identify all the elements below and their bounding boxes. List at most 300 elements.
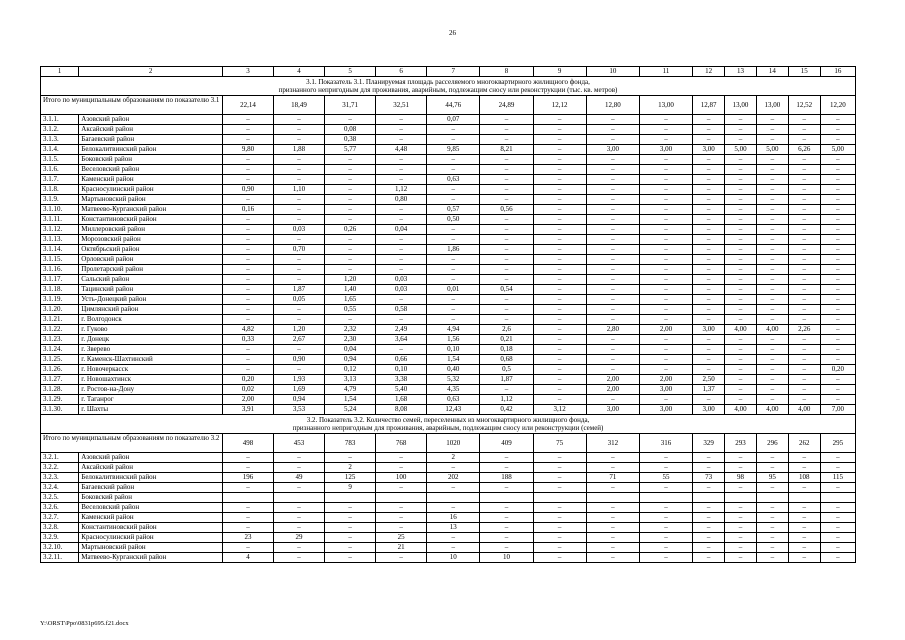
row-value: – <box>756 115 788 125</box>
row-value: – <box>756 195 788 205</box>
section-title-row <box>41 415 856 434</box>
row-value <box>639 493 692 503</box>
row-value: – <box>756 265 788 275</box>
row-value: – <box>427 195 480 205</box>
row-value: – <box>820 513 855 523</box>
row-value: – <box>756 185 788 195</box>
row-value: – <box>376 245 427 255</box>
row-value: – <box>222 195 273 205</box>
row-value: 8,21 <box>480 145 533 155</box>
row-value <box>273 493 324 503</box>
row-value: – <box>756 235 788 245</box>
row-value: 0,21 <box>480 335 533 345</box>
row-value: – <box>533 295 586 305</box>
row-value: – <box>820 483 855 493</box>
row-value: – <box>788 483 820 493</box>
section-title-line: признанного непригодным для проживания, аварийным, подлежащим сносу или реконструкции (тыс. кв. метров) <box>278 86 618 95</box>
row-value <box>820 493 855 503</box>
row-value: – <box>639 225 692 235</box>
column-number: 15 <box>788 67 820 77</box>
row-value: – <box>480 125 533 135</box>
row-value: 3,00 <box>693 145 725 155</box>
row-value: – <box>273 165 324 175</box>
total-value: 296 <box>756 434 788 453</box>
row-value: – <box>725 365 757 375</box>
row-value: – <box>586 235 639 245</box>
row-value: 2,26 <box>788 325 820 335</box>
row-value: 3,00 <box>639 145 692 155</box>
total-value: 22,14 <box>222 96 273 115</box>
row-value: – <box>725 395 757 405</box>
row-value: – <box>788 155 820 165</box>
row-value: – <box>788 345 820 355</box>
row-value: – <box>480 155 533 165</box>
row-value: – <box>725 245 757 255</box>
row-value: – <box>480 135 533 145</box>
row-value: – <box>533 395 586 405</box>
row-value: – <box>639 395 692 405</box>
row-code: 3.1.30. <box>41 405 79 415</box>
row-value: – <box>222 125 273 135</box>
row-value: 3,53 <box>273 405 324 415</box>
row-value: – <box>788 355 820 365</box>
row-value: – <box>533 375 586 385</box>
row-value: – <box>756 255 788 265</box>
row-value: – <box>693 453 725 463</box>
row-name: Пролетарский район <box>79 265 223 275</box>
row-value: – <box>639 235 692 245</box>
row-name: Боковский район <box>79 155 223 165</box>
row-value: – <box>725 205 757 215</box>
row-value: – <box>376 483 427 493</box>
row-value: – <box>480 543 533 553</box>
row-value: – <box>222 225 273 235</box>
row-value: – <box>222 305 273 315</box>
total-label: Итого по муниципальным образованиям по показателю 3.2 <box>41 434 223 453</box>
row-value: – <box>325 543 376 553</box>
row-name: Миллеровский район <box>79 225 223 235</box>
row-value: – <box>376 235 427 245</box>
row-value: – <box>756 463 788 473</box>
total-value: 32,51 <box>376 96 427 115</box>
row-value: 0,42 <box>480 405 533 415</box>
row-value: – <box>639 165 692 175</box>
row-code: 3.1.13. <box>41 235 79 245</box>
row-value: – <box>756 225 788 235</box>
row-value: 0,16 <box>222 205 273 215</box>
row-value: 7,00 <box>820 405 855 415</box>
row-code: 3.1.20. <box>41 305 79 315</box>
row-value: – <box>820 165 855 175</box>
row-value: – <box>427 185 480 195</box>
row-value: – <box>639 215 692 225</box>
row-value: – <box>376 553 427 563</box>
row-value: – <box>273 125 324 135</box>
table-row <box>41 473 856 483</box>
row-value: 2,49 <box>376 325 427 335</box>
row-value: – <box>756 275 788 285</box>
table-body <box>41 67 856 563</box>
row-value: – <box>788 135 820 145</box>
row-value: 2,00 <box>586 385 639 395</box>
row-value: – <box>273 345 324 355</box>
row-value: 2,00 <box>639 325 692 335</box>
row-name: Мартыновский район <box>79 195 223 205</box>
row-value: – <box>639 543 692 553</box>
row-code: 3.2.9. <box>41 533 79 543</box>
row-value: – <box>725 255 757 265</box>
row-name: Константиновский район <box>79 523 223 533</box>
row-code: 3.2.7. <box>41 513 79 523</box>
row-value: – <box>480 305 533 315</box>
row-code: 3.1.23. <box>41 335 79 345</box>
row-value: 5,77 <box>325 145 376 155</box>
row-value: – <box>376 125 427 135</box>
row-value: – <box>639 453 692 463</box>
row-value: – <box>725 175 757 185</box>
row-value: 0,40 <box>427 365 480 375</box>
table-row <box>41 225 856 235</box>
row-value: – <box>820 215 855 225</box>
row-value: – <box>325 315 376 325</box>
row-value: – <box>820 395 855 405</box>
row-value: – <box>693 543 725 553</box>
column-number: 3 <box>222 67 273 77</box>
row-name: Боковский район <box>79 493 223 503</box>
row-value: 3,00 <box>586 405 639 415</box>
total-value: 262 <box>788 434 820 453</box>
row-code: 3.2.8. <box>41 523 79 533</box>
row-value: – <box>725 295 757 305</box>
row-value: – <box>725 265 757 275</box>
row-value: – <box>427 265 480 275</box>
row-value: – <box>639 285 692 295</box>
row-value: – <box>788 275 820 285</box>
row-name: г. Донецк <box>79 335 223 345</box>
row-value: – <box>586 533 639 543</box>
row-value: – <box>325 553 376 563</box>
row-value: 3,13 <box>325 375 376 385</box>
row-value: 10 <box>480 553 533 563</box>
row-value: – <box>693 185 725 195</box>
total-value: 329 <box>693 434 725 453</box>
row-code: 3.1.19. <box>41 295 79 305</box>
row-value <box>533 493 586 503</box>
row-value: – <box>725 553 757 563</box>
row-name: г. Зверево <box>79 345 223 355</box>
row-value: – <box>693 155 725 165</box>
table-row <box>41 493 856 503</box>
table-row <box>41 245 856 255</box>
total-value: 1020 <box>427 434 480 453</box>
row-code: 3.1.17. <box>41 275 79 285</box>
row-value: – <box>820 135 855 145</box>
row-value: 0,10 <box>427 345 480 355</box>
row-value <box>427 493 480 503</box>
row-value: – <box>586 225 639 235</box>
row-code: 3.1.25. <box>41 355 79 365</box>
row-value: – <box>325 175 376 185</box>
table-row <box>41 195 856 205</box>
row-value: – <box>756 395 788 405</box>
row-code: 3.1.14. <box>41 245 79 255</box>
row-value: 95 <box>756 473 788 483</box>
row-value: – <box>273 175 324 185</box>
table-row <box>41 155 856 165</box>
row-value: – <box>533 553 586 563</box>
row-value: – <box>273 315 324 325</box>
column-number: 10 <box>586 67 639 77</box>
row-value: – <box>427 543 480 553</box>
row-value: – <box>756 543 788 553</box>
row-value: – <box>788 513 820 523</box>
row-value: – <box>639 463 692 473</box>
row-value: 9,85 <box>427 145 480 155</box>
row-value: 0,58 <box>376 305 427 315</box>
row-value: – <box>820 325 855 335</box>
row-value: – <box>820 125 855 135</box>
row-value: – <box>693 265 725 275</box>
row-value: – <box>756 385 788 395</box>
row-value: – <box>756 135 788 145</box>
row-value: – <box>533 155 586 165</box>
row-value: – <box>533 463 586 473</box>
row-value: – <box>788 305 820 315</box>
column-number: 11 <box>639 67 692 77</box>
row-value: 0,05 <box>273 295 324 305</box>
table-row <box>41 355 856 365</box>
row-value: – <box>788 315 820 325</box>
row-value: – <box>820 195 855 205</box>
row-value: – <box>222 135 273 145</box>
row-value: – <box>725 503 757 513</box>
row-code: 3.2.6. <box>41 503 79 513</box>
row-value: 16 <box>427 513 480 523</box>
row-value: – <box>427 503 480 513</box>
row-value: – <box>325 255 376 265</box>
row-value: – <box>480 453 533 463</box>
row-value: 13 <box>427 523 480 533</box>
row-value: – <box>586 315 639 325</box>
row-value: – <box>788 533 820 543</box>
row-value: – <box>480 245 533 255</box>
row-value: 1,12 <box>376 185 427 195</box>
row-value: – <box>820 275 855 285</box>
row-value: – <box>725 463 757 473</box>
row-value: – <box>533 315 586 325</box>
row-value: 98 <box>725 473 757 483</box>
row-value: 2,6 <box>480 325 533 335</box>
row-value: 0,56 <box>480 205 533 215</box>
row-value: – <box>533 175 586 185</box>
section-title-row <box>41 77 856 96</box>
row-value: 1,88 <box>273 145 324 155</box>
row-name: Усть-Донецкий район <box>79 295 223 305</box>
row-value: – <box>533 543 586 553</box>
row-value: 0,02 <box>222 385 273 395</box>
row-name: г. Каменск-Шахтинский <box>79 355 223 365</box>
row-value: – <box>639 265 692 275</box>
row-value: – <box>376 265 427 275</box>
row-name: Багаевский район <box>79 483 223 493</box>
row-value: – <box>533 235 586 245</box>
row-value: – <box>586 543 639 553</box>
column-number: 12 <box>693 67 725 77</box>
row-value: 1,12 <box>480 395 533 405</box>
total-row <box>41 434 856 453</box>
row-value: – <box>756 175 788 185</box>
row-value: 0,50 <box>427 215 480 225</box>
column-number: 1 <box>41 67 79 77</box>
row-value: 0,10 <box>376 365 427 375</box>
row-value: 0,01 <box>427 285 480 295</box>
row-value: 5,00 <box>725 145 757 155</box>
table-row <box>41 185 856 195</box>
row-value: – <box>586 335 639 345</box>
row-value: 5,24 <box>325 405 376 415</box>
row-value: – <box>480 385 533 395</box>
row-value: – <box>273 275 324 285</box>
row-value: 1,86 <box>427 245 480 255</box>
row-value: – <box>756 285 788 295</box>
row-value: – <box>325 523 376 533</box>
row-value: – <box>639 175 692 185</box>
row-code: 3.1.15. <box>41 255 79 265</box>
row-code: 3.2.3. <box>41 473 79 483</box>
total-value: 498 <box>222 434 273 453</box>
column-number: 2 <box>79 67 223 77</box>
row-value: – <box>639 295 692 305</box>
row-value: – <box>820 453 855 463</box>
row-value: 2,80 <box>586 325 639 335</box>
row-value: – <box>533 305 586 315</box>
row-value: – <box>725 523 757 533</box>
row-value: – <box>788 265 820 275</box>
row-value: – <box>756 503 788 513</box>
row-value: – <box>788 215 820 225</box>
row-value: – <box>639 355 692 365</box>
row-code: 3.1.22. <box>41 325 79 335</box>
row-value: – <box>273 255 324 265</box>
row-value: – <box>639 115 692 125</box>
row-value: – <box>820 553 855 563</box>
row-value: – <box>586 553 639 563</box>
row-value: – <box>586 135 639 145</box>
row-value: 4,00 <box>725 405 757 415</box>
table-row <box>41 543 856 553</box>
table-row <box>41 553 856 563</box>
row-name: г. Шахты <box>79 405 223 415</box>
row-value: – <box>222 355 273 365</box>
row-value: – <box>820 305 855 315</box>
row-value: – <box>325 453 376 463</box>
row-value: – <box>693 305 725 315</box>
row-value: 4,48 <box>376 145 427 155</box>
row-value: – <box>788 235 820 245</box>
row-value: – <box>533 285 586 295</box>
row-value: – <box>222 175 273 185</box>
row-value: 4,00 <box>725 325 757 335</box>
row-value: – <box>480 265 533 275</box>
row-value: 4,35 <box>427 385 480 395</box>
row-value <box>756 493 788 503</box>
row-value: – <box>725 533 757 543</box>
row-value: – <box>273 155 324 165</box>
row-name: Орловский район <box>79 255 223 265</box>
row-value: – <box>533 115 586 125</box>
row-value: – <box>222 523 273 533</box>
row-name: Каменский район <box>79 175 223 185</box>
row-value: – <box>480 115 533 125</box>
row-value: 2,00 <box>586 375 639 385</box>
row-value: – <box>533 513 586 523</box>
row-value: 100 <box>376 473 427 483</box>
total-value: 453 <box>273 434 324 453</box>
section-title-line: 3.1. Показатель 3.1. Планируемая площадь расселяемого многоквартирного жилищного фонда, <box>306 78 590 86</box>
row-value: – <box>480 175 533 185</box>
row-value: 5,00 <box>820 145 855 155</box>
row-value: – <box>788 175 820 185</box>
row-value: – <box>788 523 820 533</box>
section-title-line: признанного непригодным для проживания, аварийным, подлежащим сносу или реконструкции (семей) <box>292 424 604 433</box>
column-number: 7 <box>427 67 480 77</box>
column-number: 16 <box>820 67 855 77</box>
row-value: – <box>756 215 788 225</box>
row-value: – <box>693 503 725 513</box>
row-value: – <box>222 285 273 295</box>
row-value: – <box>325 533 376 543</box>
row-value: – <box>788 553 820 563</box>
row-value: – <box>376 315 427 325</box>
row-value: – <box>639 155 692 165</box>
row-value: – <box>820 523 855 533</box>
row-value: – <box>788 285 820 295</box>
row-value: 10 <box>427 553 480 563</box>
row-value: – <box>273 235 324 245</box>
row-value: – <box>533 345 586 355</box>
row-value: – <box>586 453 639 463</box>
row-value: – <box>222 255 273 265</box>
row-value: – <box>756 315 788 325</box>
row-value: – <box>480 315 533 325</box>
row-value: – <box>639 533 692 543</box>
row-value: – <box>376 115 427 125</box>
row-code: 3.1.11. <box>41 215 79 225</box>
row-value: 4 <box>222 553 273 563</box>
row-value: 0,80 <box>376 195 427 205</box>
row-code: 3.1.18. <box>41 285 79 295</box>
row-value: – <box>586 205 639 215</box>
row-value: 21 <box>376 543 427 553</box>
column-number: 6 <box>376 67 427 77</box>
row-value: – <box>586 523 639 533</box>
row-value: 23 <box>222 533 273 543</box>
row-value: – <box>820 265 855 275</box>
row-value: 0,70 <box>273 245 324 255</box>
row-value: – <box>639 345 692 355</box>
row-value: 202 <box>427 473 480 483</box>
row-value: – <box>639 245 692 255</box>
total-value: 13,00 <box>725 96 757 115</box>
row-value <box>693 493 725 503</box>
row-value: 49 <box>273 473 324 483</box>
row-value: – <box>533 483 586 493</box>
row-value: 1,54 <box>325 395 376 405</box>
row-value: – <box>639 195 692 205</box>
row-code: 3.1.27. <box>41 375 79 385</box>
total-value: 768 <box>376 434 427 453</box>
table-row <box>41 215 856 225</box>
